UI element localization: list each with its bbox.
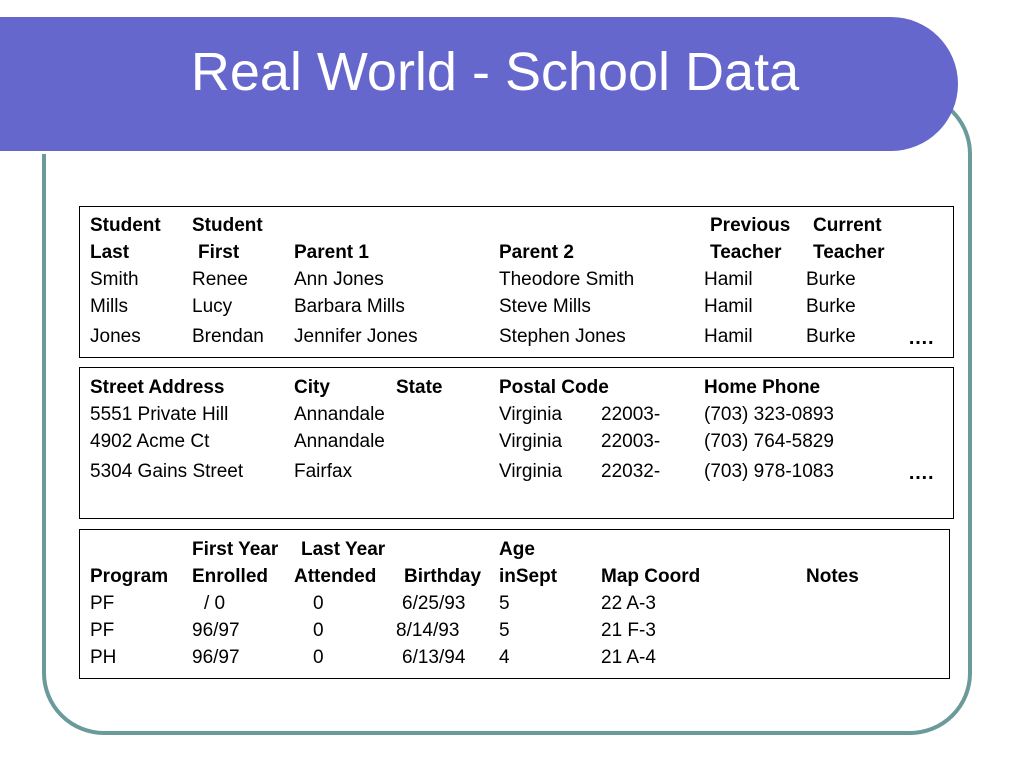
age-in-sept: 5 <box>499 593 510 614</box>
more-rows-ellipsis: …. <box>908 327 934 349</box>
state: Virginia <box>499 461 563 482</box>
street-address: 5551 Private Hill <box>90 404 229 425</box>
city: Annandale <box>294 431 385 452</box>
student-first: Lucy <box>192 296 233 317</box>
parent2: Theodore Smith <box>499 269 635 290</box>
first-year-enrolled: 96/97 <box>192 647 240 668</box>
header-student-first-top: Student <box>192 215 263 236</box>
header-parent1: Parent 1 <box>294 242 369 263</box>
current-teacher: Burke <box>806 326 856 347</box>
header-previous-teacher: Teacher <box>710 242 782 263</box>
header-postal-code: Postal Code <box>499 377 609 398</box>
header-first-year-enrolled: Enrolled <box>192 566 269 587</box>
street-address: 5304 Gains Street <box>90 461 244 482</box>
map-coord: 21 F-3 <box>601 620 656 641</box>
header-state: State <box>396 377 443 398</box>
birthday: 6/13/94 <box>402 647 466 668</box>
previous-teacher: Hamil <box>704 326 753 347</box>
birthday: 6/25/93 <box>402 593 466 614</box>
header-student-last: Last <box>90 242 130 263</box>
header-city: City <box>294 377 330 398</box>
header-birthday: Birthday <box>404 566 482 587</box>
header-student-first: First <box>198 242 240 263</box>
header-street-address: Street Address <box>90 377 225 398</box>
street-address: 4902 Acme Ct <box>90 431 210 452</box>
birthday: 8/14/93 <box>396 620 460 641</box>
header-student-last-top: Student <box>90 215 161 236</box>
student-last: Mills <box>90 296 128 317</box>
header-previous-top: Previous <box>710 215 791 236</box>
more-rows-ellipsis: …. <box>908 462 934 484</box>
header-age-top: Age <box>499 539 535 560</box>
header-last-year-attended: Attended <box>294 566 377 587</box>
program: PF <box>90 593 115 614</box>
header-notes: Notes <box>806 566 859 587</box>
header-parent2: Parent 2 <box>499 242 574 263</box>
program: PH <box>90 647 117 668</box>
city: Fairfax <box>294 461 353 482</box>
header-home-phone: Home Phone <box>704 377 821 398</box>
parent2: Stephen Jones <box>499 326 626 347</box>
programs-table <box>79 529 950 679</box>
home-phone: (703) 978-1083 <box>704 461 834 482</box>
previous-teacher: Hamil <box>704 269 753 290</box>
header-last-year-top: Last Year <box>301 539 386 560</box>
header-age-in-sept: inSept <box>499 566 558 587</box>
student-last: Jones <box>90 326 141 347</box>
current-teacher: Burke <box>806 269 856 290</box>
parent2: Steve Mills <box>499 296 591 317</box>
header-map-coord: Map Coord <box>601 566 701 587</box>
last-year-attended: 0 <box>313 647 324 668</box>
previous-teacher: Hamil <box>704 296 753 317</box>
slide-title: Real World - School Data <box>190 42 800 102</box>
header-first-year-top: First Year <box>192 539 279 560</box>
student-first: Brendan <box>192 326 264 347</box>
banner-underline <box>0 151 906 154</box>
header-current-teacher: Teacher <box>813 242 885 263</box>
last-year-attended: 0 <box>313 593 324 614</box>
header-current-top: Current <box>813 215 882 236</box>
students-table <box>79 206 954 358</box>
current-teacher: Burke <box>806 296 856 317</box>
age-in-sept: 4 <box>499 647 510 668</box>
postal-code: 22003- <box>601 404 661 425</box>
addresses-table <box>79 367 954 519</box>
city: Annandale <box>294 404 385 425</box>
last-year-attended: 0 <box>313 620 324 641</box>
header-program: Program <box>90 566 169 587</box>
state: Virginia <box>499 404 563 425</box>
state: Virginia <box>499 431 563 452</box>
parent1: Ann Jones <box>294 269 384 290</box>
map-coord: 21 A-4 <box>601 647 656 668</box>
parent1: Barbara Mills <box>294 296 405 317</box>
first-year-enrolled: / 0 <box>204 593 226 614</box>
student-last: Smith <box>90 269 139 290</box>
postal-code: 22032- <box>601 461 661 482</box>
student-first: Renee <box>192 269 248 290</box>
home-phone: (703) 323-0893 <box>704 404 834 425</box>
program: PF <box>90 620 115 641</box>
map-coord: 22 A-3 <box>601 593 656 614</box>
home-phone: (703) 764-5829 <box>704 431 834 452</box>
parent1: Jennifer Jones <box>294 326 418 347</box>
first-year-enrolled: 96/97 <box>192 620 240 641</box>
age-in-sept: 5 <box>499 620 510 641</box>
postal-code: 22003- <box>601 431 661 452</box>
